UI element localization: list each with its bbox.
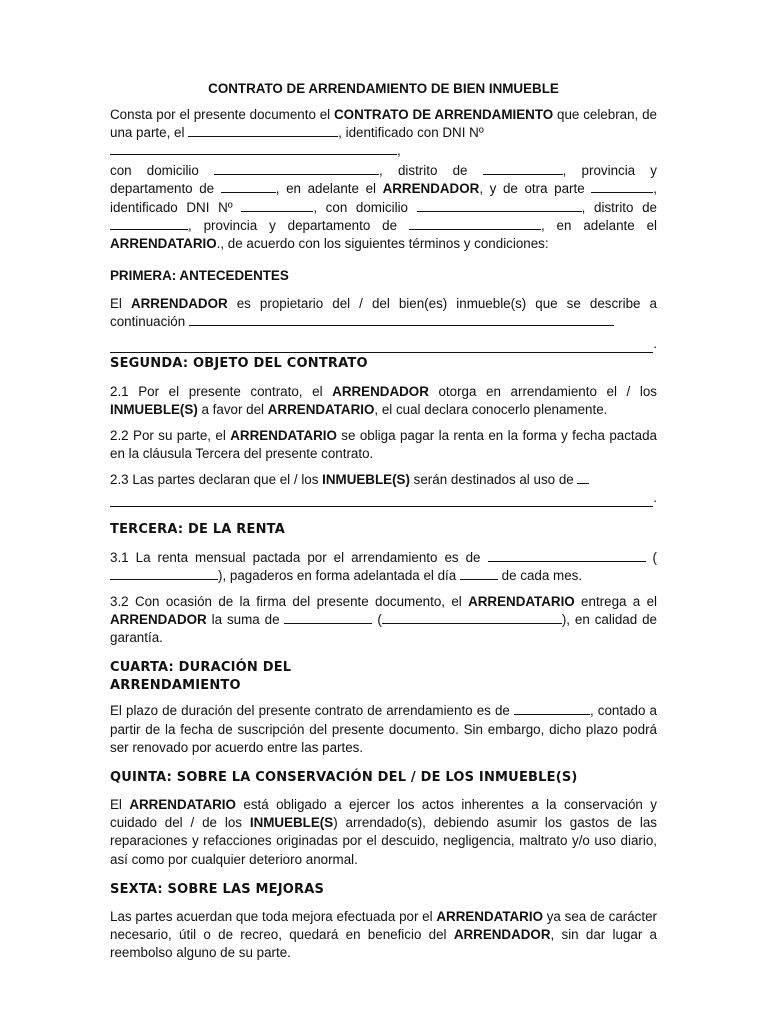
clause-5-heading: QUINTA: SOBRE LA CONSERVACIÓN DEL / DE LOS INMUEBLE(S): [110, 769, 578, 785]
clause-2-3-text: 2.3 Las partes declaran que el / los INMUEBLE(S) serán destinados al uso de: [110, 471, 657, 489]
clause-3-2-text: 3.2 Con ocasión de la firma del presente documento, el ARRENDATARIO entrega a el ARRENDADOR la suma de ( ), en calidad de garantía.: [110, 594, 657, 646]
clause-2-2-text: 2.2 Por su parte, el ARRENDATARIO se obliga pagar la renta en la forma y fecha pactada en la cláusula Tercera del presente contrato.: [110, 427, 657, 462]
clause-4-text: El plazo de duración del presente contrato de arrendamiento es de , contado a partir de la fecha de suscripción del presente documento. Sin embargo, dicho plazo podrá ser renovado por acuerdo entre las partes.: [110, 703, 657, 755]
clause-2-1-text: 2.1 Por el presente contrato, el ARRENDADOR otorga en arrendamiento el / los INMUEBLE(S) a favor del ARRENDATARIO, el cual declara conocerlo plenamente.: [110, 383, 657, 417]
clause-1-blank-line: .: [110, 335, 657, 353]
clause-3-heading: TERCERA: DE LA RENTA: [110, 522, 285, 538]
clause-1-text: El ARRENDADOR es propietario del / del bien(es) inmueble(s) que se describe a continuación: [110, 295, 657, 330]
document-title: CONTRATO DE ARRENDAMIENTO DE BIEN INMUEBLE: [208, 81, 559, 96]
clause-2-3-blank-line: .: [110, 489, 657, 507]
intro-paragraph-2: con domicilio , distrito de , provincia y departamento de , en adelante el ARRENDADOR, y de otra parte , identificado DNI Nº , con domicilio , distrito de , provincia y departamento de , en adelante el ARRENDATARIO., de acuerdo con los siguientes términos y condiciones:: [110, 163, 658, 251]
clause-6-text: Las partes acuerdan que toda mejora efectuada por el ARRENDATARIO ya sea de carácter necesario, útil o de recreo, quedará en beneficio del ARRENDADOR, sin dar lugar a reembolso alguno de su parte.: [110, 909, 658, 961]
intro-paragraph-1: Consta por el presente documento el CONTRATO DE ARRENDAMIENTO que celebran, de una parte, el , identificado con DNI Nº ,: [110, 107, 658, 159]
clause-1-heading: PRIMERA: ANTECEDENTES: [110, 267, 289, 283]
document-body: [110, 80, 657, 970]
clause-3-1-text: 3.1 La renta mensual pactada por el arrendamiento es de (), pagaderos en forma adelantada el día de cada mes.: [110, 549, 657, 583]
clause-2-heading: SEGUNDA: OBJETO DEL CONTRATO: [110, 356, 368, 372]
clause-4-heading: CUARTA: DURACIÓN DEL ARRENDAMIENTO: [110, 660, 292, 693]
clause-5-text: El ARRENDATARIO está obligado a ejercer los actos inherentes a la conservación y cuidado del / de los INMUEBLE(S) arrendado(s), debiendo asumir los gastos de las reparaciones y refacciones originadas por el descuido, negligencia, maltrato y/o uso diario, así como por cualquier deterioro anormal.: [110, 797, 657, 867]
clause-6-heading: SEXTA: SOBRE LAS MEJORAS: [110, 881, 325, 897]
